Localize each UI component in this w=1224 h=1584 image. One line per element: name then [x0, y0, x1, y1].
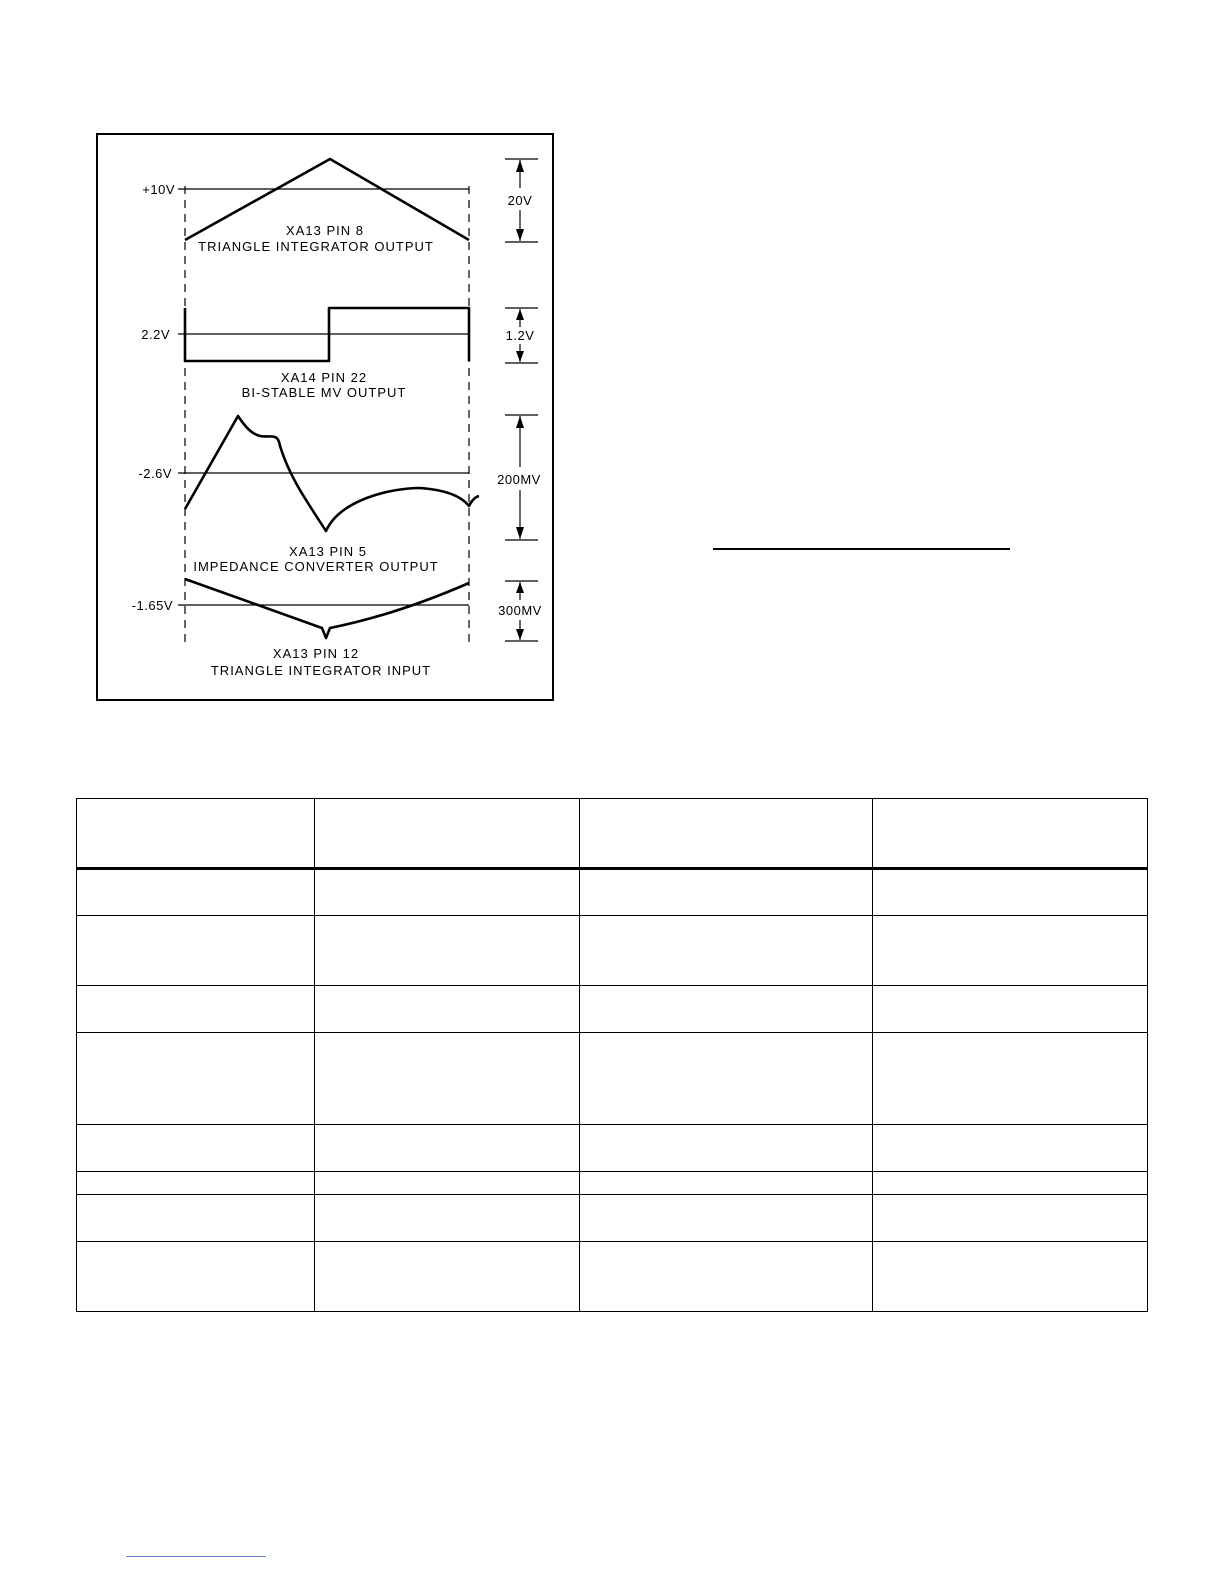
table-row: [77, 1033, 1148, 1125]
table-cell: [315, 916, 580, 986]
waveform-figure: [0, 0, 1224, 760]
table-row: [77, 869, 1148, 916]
amplitude-dimension: [505, 308, 538, 363]
table-row: [77, 986, 1148, 1033]
table-cell: [315, 1242, 580, 1312]
waveform-name-label: TRIANGLE INTEGRATOR INPUT: [210, 663, 432, 678]
table-cell: [873, 869, 1148, 916]
amplitude-label: 300MV: [498, 603, 542, 618]
table-row: [77, 1242, 1148, 1312]
waveform-name-label: IMPEDANCE CONVERTER OUTPUT: [193, 559, 439, 574]
table-row: [77, 1172, 1148, 1195]
table-header-row: [77, 799, 1148, 869]
footer-rule: [126, 1556, 266, 1557]
empty-table: [76, 798, 1148, 1312]
table-row: [77, 1195, 1148, 1242]
amplitude-dimension: [505, 159, 538, 242]
table-cell: [77, 1033, 315, 1125]
table-cell: [873, 1195, 1148, 1242]
table-cell: [77, 869, 315, 916]
waveform-trace: [185, 579, 469, 638]
table-cell: [580, 799, 873, 869]
table-cell: [580, 1172, 873, 1195]
table-cell: [77, 916, 315, 986]
waveform-triangle-input: [132, 579, 542, 678]
reference-level-label: +10V: [142, 182, 175, 197]
waveform-impedance-output: [138, 415, 540, 574]
table-cell: [580, 986, 873, 1033]
table-cell: [580, 1125, 873, 1172]
table-cell: [77, 986, 315, 1033]
table-row: [77, 916, 1148, 986]
table-cell: [580, 1242, 873, 1312]
fill-in-line: [713, 548, 1010, 550]
waveform-bistable-output: [141, 308, 538, 400]
waveform-triangle-output: [142, 159, 538, 254]
table-cell: [315, 1195, 580, 1242]
amplitude-label: 200MV: [497, 472, 541, 487]
table-row: [77, 1125, 1148, 1172]
table-cell: [315, 1125, 580, 1172]
table-cell: [315, 1033, 580, 1125]
waveform-name-label: BI-STABLE MV OUTPUT: [241, 385, 407, 400]
amplitude-label: 1.2V: [505, 328, 535, 343]
table-cell: [77, 1172, 315, 1195]
pin-label: XA13 PIN 12: [272, 646, 360, 661]
reference-level-label: 2.2V: [141, 327, 170, 342]
figure-frame: [97, 134, 553, 700]
table-cell: [315, 869, 580, 916]
table-cell: [580, 916, 873, 986]
table-cell: [77, 799, 315, 869]
amplitude-dimension: [498, 581, 542, 641]
table-cell: [873, 1125, 1148, 1172]
table-cell: [315, 799, 580, 869]
pin-label: XA13 PIN 8: [286, 223, 364, 238]
table-cell: [873, 1033, 1148, 1125]
reference-level-label: -2.6V: [138, 466, 172, 481]
amplitude-label: 20V: [507, 193, 533, 208]
table-cell: [873, 1172, 1148, 1195]
pin-label: XA14 PIN 22: [280, 370, 368, 385]
reference-level-label: -1.65V: [131, 598, 173, 613]
table-cell: [315, 986, 580, 1033]
table-body: [77, 799, 1148, 1312]
table-cell: [77, 1125, 315, 1172]
table-cell: [315, 1172, 580, 1195]
waveform-name-label: TRIANGLE INTEGRATOR OUTPUT: [198, 239, 434, 254]
table-cell: [77, 1195, 315, 1242]
table-cell: [77, 1242, 315, 1312]
table-cell: [580, 869, 873, 916]
table-cell: [873, 986, 1148, 1033]
pin-label: XA13 PIN 5: [289, 544, 367, 559]
table-cell: [873, 916, 1148, 986]
amplitude-dimension: [497, 415, 541, 540]
table-cell: [580, 1033, 873, 1125]
table-cell: [580, 1195, 873, 1242]
table-cell: [873, 799, 1148, 869]
table-cell: [873, 1242, 1148, 1312]
